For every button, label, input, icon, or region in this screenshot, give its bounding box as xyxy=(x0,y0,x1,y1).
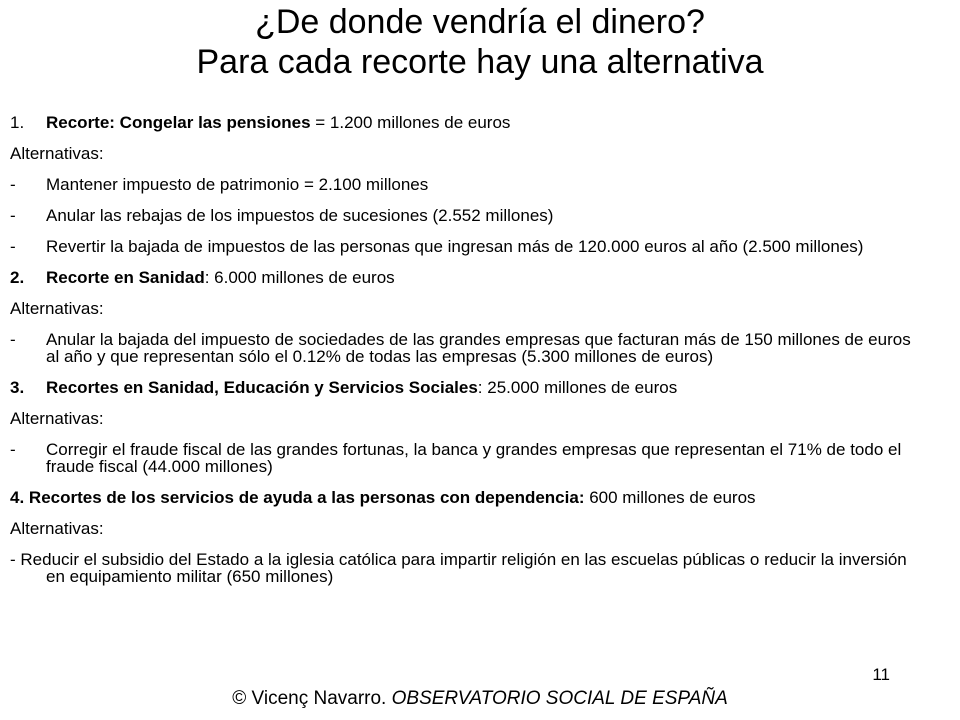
section-2-alternatives-label: Alternativas: xyxy=(10,299,104,318)
section-2-title: Recorte en Sanidad xyxy=(46,268,205,287)
slide-body xyxy=(10,114,915,585)
list-item xyxy=(10,331,915,365)
list-item xyxy=(10,238,915,255)
dash-marker: - xyxy=(10,330,16,349)
section-3-amount: : 25.000 millones de euros xyxy=(477,378,678,397)
list-item xyxy=(10,441,915,475)
section-3-alternatives-label: Alternativas: xyxy=(10,409,104,428)
section-2-amount: : 6.000 millones de euros xyxy=(204,268,395,287)
section-2-heading xyxy=(10,269,915,286)
section-1-number: 1. xyxy=(10,113,25,132)
alternative-text: Reducir el subsidio del Estado a la iglesia católica para impartir religión en las escuelas públicas o reducir la inversión en equipamiento militar (650 millones) xyxy=(20,550,907,586)
section-4-amount: 600 millones de euros xyxy=(584,488,756,507)
alternative-text: Anular las rebajas de los impuestos de sucesiones (2.552 millones) xyxy=(46,206,554,225)
alternative-text: Mantener impuesto de patrimonio = 2.100 millones xyxy=(46,175,429,194)
section-3-number: 3. xyxy=(10,378,25,397)
footer-copyright: © Vicenç Navarro. xyxy=(232,688,392,709)
section-4-title: Recortes de los servicios de ayuda a las personas con dependencia: xyxy=(28,488,585,507)
list-item xyxy=(10,176,915,193)
title-line-2: Para cada recorte hay una alternativa xyxy=(196,43,764,81)
dash-marker: - xyxy=(10,175,16,194)
list-item xyxy=(10,207,915,224)
alternative-text: Anular la bajada del impuesto de sociedades de las grandes empresas que facturan más de 150 millones de euros al año y que representan sólo el 0.12% de todas las empresas (5.300 millones de euros) xyxy=(46,330,911,366)
alternative-text: Revertir la bajada de impuestos de las personas que ingresan más de 120.000 euros al año (2.500 millones) xyxy=(46,237,864,256)
section-4-alternatives-label: Alternativas: xyxy=(10,519,104,538)
list-item xyxy=(10,551,915,585)
section-2-number: 2. xyxy=(10,268,25,287)
section-3-heading xyxy=(10,379,915,396)
page-number: 11 xyxy=(872,665,890,684)
section-1-heading xyxy=(10,114,915,131)
section-1-amount: = 1.200 millones de euros xyxy=(310,113,511,132)
section-3-title: Recortes en Sanidad, Educación y Servicios Sociales xyxy=(46,378,478,397)
dash-marker: - xyxy=(10,206,16,225)
section-4-number: 4. xyxy=(10,488,25,507)
dash-marker: - xyxy=(10,440,16,459)
footer-org: OBSERVATORIO SOCIAL DE ESPAÑA xyxy=(391,688,728,709)
slide-title xyxy=(0,2,960,82)
section-4-heading xyxy=(10,489,915,506)
footer xyxy=(0,688,960,710)
section-1-alternatives-label: Alternativas: xyxy=(10,144,104,163)
alternative-text: Corregir el fraude fiscal de las grandes fortunas, la banca y grandes empresas que representan el 71% de todo el fraude fiscal (44.000 millones) xyxy=(46,440,902,476)
dash-marker: - xyxy=(10,550,16,569)
dash-marker: - xyxy=(10,237,16,256)
section-1-title: Recorte: Congelar las pensiones xyxy=(46,113,311,132)
title-line-1: ¿De donde vendría el dinero? xyxy=(255,3,705,41)
